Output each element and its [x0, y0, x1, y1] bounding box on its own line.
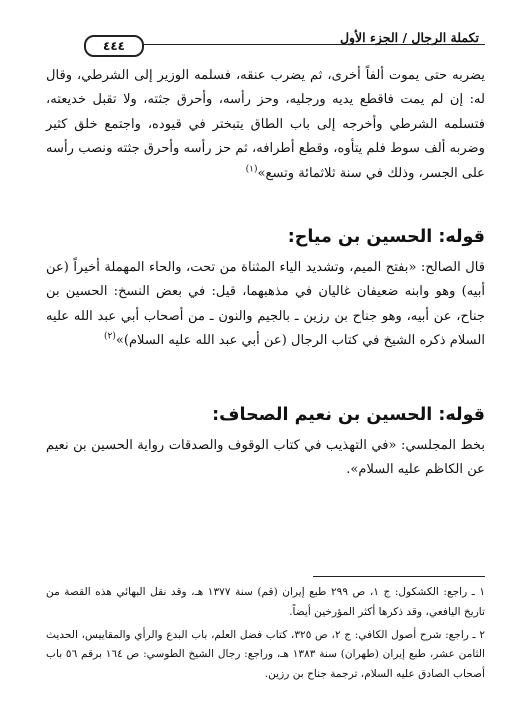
page-number: ٤٤٤ [103, 39, 125, 53]
running-title: تكملة الرجال / الجزء الأول [339, 30, 479, 45]
page-number-badge [84, 35, 144, 57]
footnote-separator [313, 576, 485, 577]
footnote-1: ١ ـ راجع: الكشكول: ج ١، ص ٢٩٩ طبع إيران (قم) سنة ١٣٧٧ هـ، وقد نقل البهائي هذه القصة من تاريخ اليافعي، وقد ذكرها أكثر المؤرخين أيضاً. [46, 586, 486, 618]
footnote-2: ٢ ـ راجع: شرح أصول الكافي: ج ٢، ص ٣٢٥، كتاب فضل العلم، باب البدع والرأي والمقاييس، الحديث الثامن عشر، طبع إيران (طهران) سنة ١٣٨٣ هـ، وراجع: رجال الشيخ الطوسي: ص ١٦٤ برقم ٥٦ باب أصحاب الصادق عليه السلام، ترجمة جناح بن رزين. [46, 628, 486, 681]
header-rule [142, 44, 485, 45]
entry-heading-husayn-ibn-mayyah: قوله: الحسين بن مياح: [287, 227, 485, 248]
main-text [46, 64, 485, 482]
paragraph-2-text: قال الصالح: «بفتح الميم، وتشديد الياء المثناة من تحت، والحاء المهملة أخيراً (عن أبيه) وهو وابنه ضعيفان غاليان في مذهبهما، قيل: في بعض النسخ: الحسين بن جناح، عن أبيه، وهو جناح بن رزين ـ بالجيم والنون ـ من أصحاب أبي عبد الله عليه السلام ذكره الشيخ في كتاب الرجال (عن أبي عبد الله عليه السلام)» [46, 260, 485, 349]
running-header [46, 30, 485, 53]
entry-heading-husayn-ibn-nuaym: قوله: الحسين بن نعيم الصحاف: [212, 404, 485, 425]
footnote-ref-1: (١) [245, 164, 258, 175]
paragraph-majlisi-note: بخط المجلسي: «في التهذيب في كتاب الوقوف والصدقات رواية الحسين بن نعيم عن الكاظم عليه السلام». [46, 437, 485, 478]
footnotes [46, 583, 485, 688]
paragraph-1-text: يضربه حتى يموت ألفاً أخرى، ثم يضرب عنقه، فسلمه الوزير إلى الشرطي، وقال له: إن لم يمت فاقطع يديه ورجليه، وحز رأسه، وأحرق جثته، ولا تقبل خديعته، فتسلمه الشرطي وأخرجه إلى باب الطاق يتبختر في قيوده، واجتمع خلق كثير وضربه ألف سوط فلم يتأوه، وقطع أطرافه، ثم حز رأسه وأحرق جثته ونصب رأسه على الجسر، وذلك في سنة ثلاثمائة وتسع» [46, 68, 485, 181]
paragraph-salih-commentary [46, 256, 485, 354]
paragraph-execution-story [46, 64, 485, 186]
footnote-ref-2: (٢) [103, 331, 116, 342]
